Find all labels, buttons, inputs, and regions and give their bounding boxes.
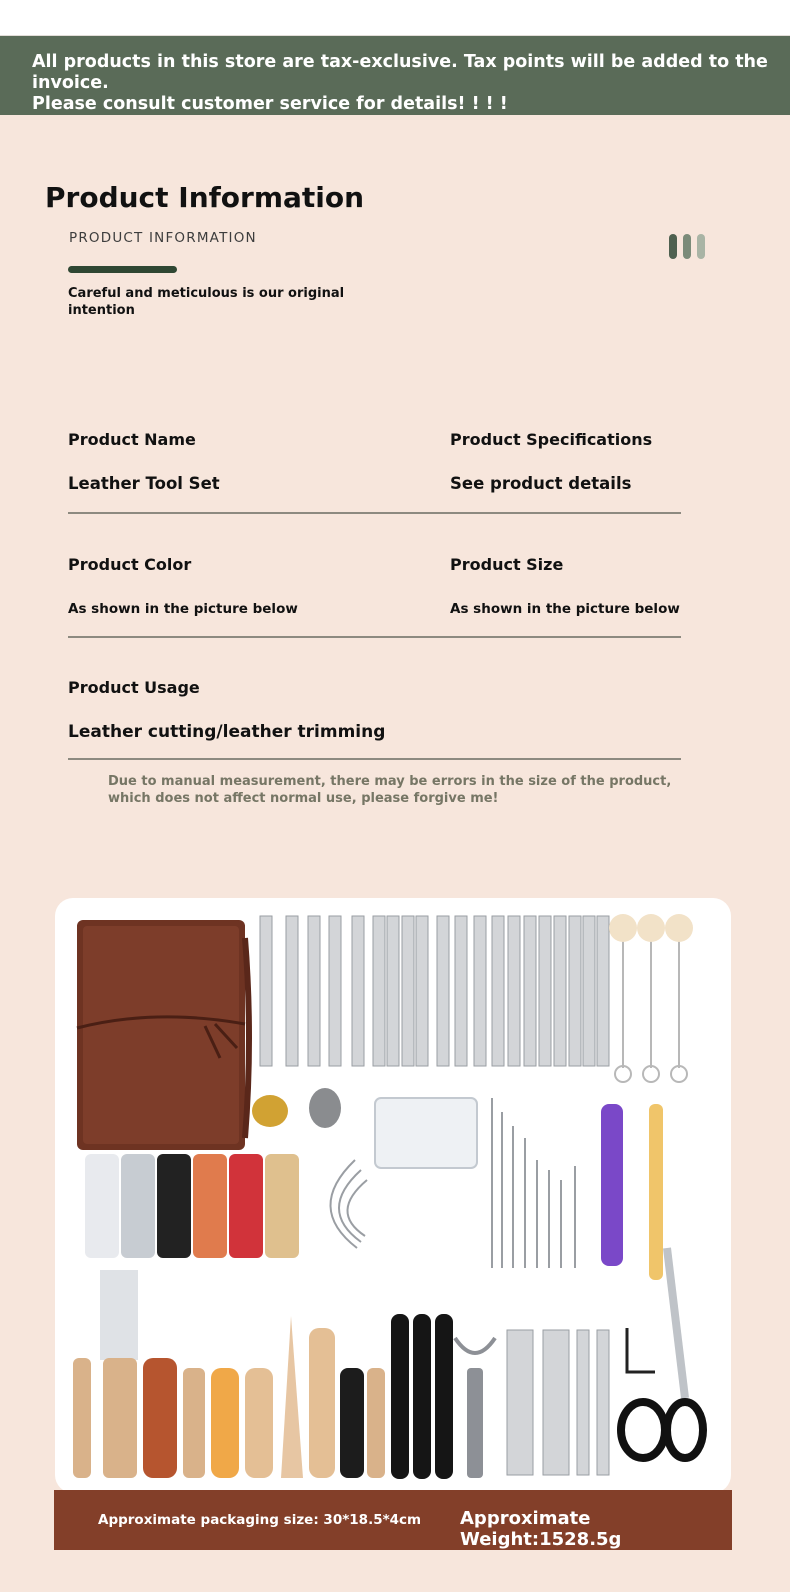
row-divider <box>68 758 681 760</box>
product-usage-value: Leather cutting/leather trimming <box>68 722 386 742</box>
waxed-thread-spools-icon <box>85 1154 299 1258</box>
decorative-bars <box>669 234 705 259</box>
needle-tube-icon <box>601 1104 623 1266</box>
tool-set-illustration <box>55 898 731 1493</box>
curved-needles-icon <box>330 1160 367 1248</box>
storage-box-icon <box>375 1098 477 1168</box>
tax-notice-line-2: Please consult customer service for details! ! ! ! <box>32 94 508 114</box>
row-divider <box>68 636 681 638</box>
edge-beveler-icon <box>455 1338 495 1478</box>
leather-roll-case-icon <box>77 920 249 1150</box>
measurement-note: Due to manual measurement, there may be errors in the size of the product, which does not affect normal use, please forgive me! <box>108 774 672 806</box>
diamond-chisels-icon <box>507 1330 609 1475</box>
packaging-info-bar <box>54 1490 732 1550</box>
wool-dauber-icon <box>609 914 693 1082</box>
approximate-weight: Approximate Weight:1528.5g <box>460 1508 622 1550</box>
product-photo <box>55 898 731 1493</box>
hand-tools-icon <box>73 1270 385 1478</box>
product-name-value: Leather Tool Set <box>68 474 220 493</box>
hex-key-icon <box>627 1328 655 1372</box>
product-color-label: Product Color <box>68 555 192 574</box>
packaging-size: Approximate packaging size: 30*18.5*4cm <box>98 1512 422 1528</box>
product-size-label: Product Size <box>450 555 564 574</box>
needle-tube-icon <box>649 1104 663 1280</box>
thimble-icon <box>252 1088 341 1128</box>
accent-bar <box>68 266 177 273</box>
decorative-bar <box>697 234 705 259</box>
stitching-punches-icon <box>260 916 609 1066</box>
section-title: Product Information <box>45 181 365 214</box>
section-subtitle: PRODUCT INFORMATION <box>69 230 257 246</box>
tax-notice-banner <box>0 36 790 115</box>
decorative-bar <box>683 234 691 259</box>
scissors-icon <box>621 1248 703 1458</box>
product-size-value: As shown in the picture below <box>450 601 680 617</box>
decorative-bar <box>669 234 677 259</box>
tax-notice-line-1: All products in this store are tax-exclusive. Tax points will be added to the invoice. <box>32 52 768 93</box>
product-name-label: Product Name <box>68 430 196 449</box>
row-divider <box>68 512 681 514</box>
product-spec-label: Product Specifications <box>450 430 653 449</box>
section-tagline: Careful and meticulous is our original intention <box>68 286 345 318</box>
top-strip <box>0 0 790 36</box>
product-usage-label: Product Usage <box>68 678 200 697</box>
product-color-value: As shown in the picture below <box>68 601 298 617</box>
product-spec-value: See product details <box>450 474 632 493</box>
sanding-sticks-icon <box>391 1314 453 1479</box>
needles-icon <box>492 1098 575 1268</box>
